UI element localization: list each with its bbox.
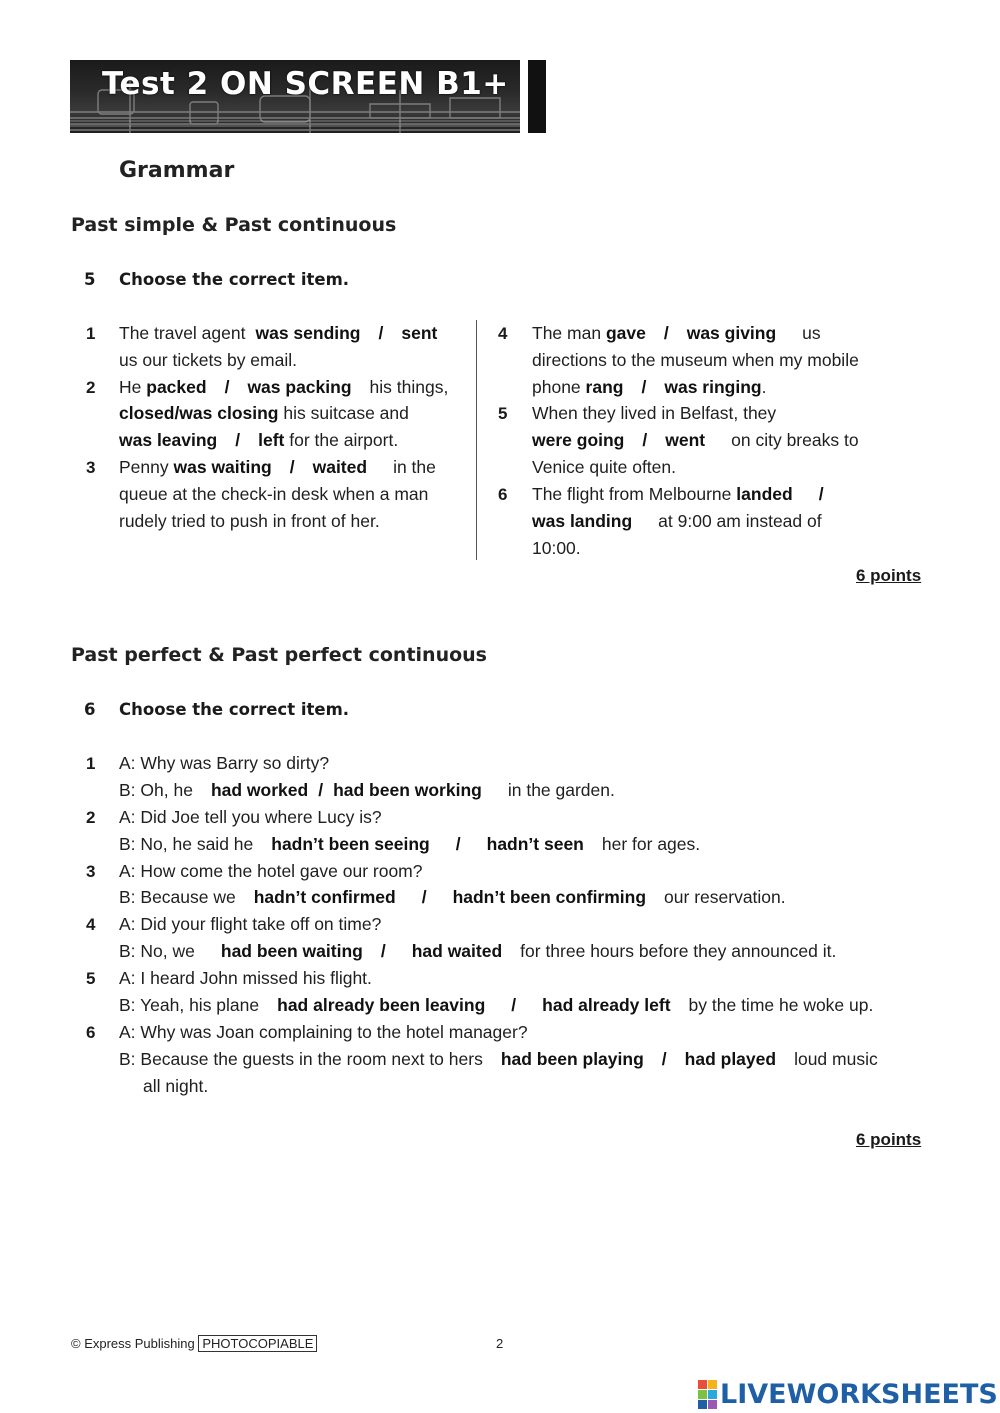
s1-item5-line3: Venice quite often.	[532, 457, 676, 477]
s2-item2-option-b[interactable]: hadn’t seen	[486, 834, 584, 854]
s2-item1-option-b[interactable]: had been working	[333, 780, 482, 800]
s1-item4-option-d[interactable]: was ringing	[664, 377, 762, 397]
s1-item3-number: 3	[86, 458, 96, 477]
section1-title: Past simple & Past continuous	[71, 214, 397, 236]
test-title: Test 2 ON SCREEN B1+	[102, 66, 509, 102]
s2-item6-answer: B: Because the guests in the room next to hers had been playing / had played loud music	[119, 1049, 878, 1069]
s1-item4-option-b[interactable]: was giving	[686, 323, 777, 343]
s1-item4-line1: The man gave / was giving us	[532, 323, 821, 343]
section1-points: 6 points	[856, 566, 922, 585]
s2-item5-option-b[interactable]: had already left	[542, 995, 671, 1015]
s2-item3-option-b[interactable]: hadn’t been confirming	[452, 887, 647, 907]
s2-item2-question: A: Did Joe tell you where Lucy is?	[119, 807, 382, 827]
s2-item1-question: A: Why was Barry so dirty?	[119, 753, 330, 773]
section2-title: Past perfect & Past perfect continuous	[71, 644, 487, 666]
column-divider	[476, 320, 477, 560]
s1-item2-line3: was leaving / left for the airport.	[119, 430, 399, 450]
s1-item2-option-c[interactable]: was leaving	[119, 430, 218, 450]
exercise6-number: 6	[84, 700, 96, 719]
s1-item6-option-b[interactable]: was landing	[532, 511, 633, 531]
s2-item4-option-b[interactable]: had waited	[411, 941, 503, 961]
s1-item6-line1: The flight from Melbourne landed /	[532, 484, 824, 504]
s2-item3-number: 3	[86, 862, 96, 881]
header-banner	[70, 60, 520, 133]
s1-item4-line2: directions to the museum when my mobile	[532, 350, 859, 370]
s2-item2-answer: B: No, he said he hadn’t been seeing / hadn’t seen her for ages.	[119, 834, 701, 854]
s2-item4-number: 4	[86, 915, 96, 934]
exercise5-title: Choose the correct item.	[119, 270, 350, 289]
section2-points: 6 points	[856, 1130, 922, 1149]
s1-item6-number: 6	[498, 485, 508, 504]
s1-item3-line2: queue at the check-in desk when a man	[119, 484, 429, 504]
s1-item5-option-b[interactable]: went	[665, 430, 706, 450]
s1-item6-line3: 10:00.	[532, 538, 581, 558]
s1-item5-number: 5	[498, 404, 508, 423]
s1-item1-option-b[interactable]: sent	[401, 323, 438, 343]
s2-item1-number: 1	[86, 754, 96, 773]
s1-item1-line1: The travel agent was sending / sent	[119, 323, 438, 343]
s1-item5-option-a[interactable]: were going	[532, 430, 625, 450]
liveworksheets-logo[interactable]	[698, 1378, 998, 1410]
footer-publisher: © Express Publishing PHOTOCOPIABLE	[71, 1336, 317, 1351]
s1-item1-number: 1	[86, 324, 96, 343]
s1-item5-line1: When they lived in Belfast, they	[532, 403, 777, 423]
s2-item3-option-a[interactable]: hadn’t confirmed	[253, 887, 396, 907]
s2-item2-option-a[interactable]: hadn’t been seeing	[271, 834, 430, 854]
s2-item3-question: A: How come the hotel gave our room?	[119, 861, 423, 881]
s1-item2-line1: He packed / was packing his things,	[119, 377, 449, 397]
s1-item4-number: 4	[498, 324, 508, 343]
logo-text: LIVEWORKSHEETS	[720, 1378, 998, 1410]
grammar-heading: Grammar	[119, 158, 235, 183]
s1-item2-option-a[interactable]: packed	[146, 377, 207, 397]
page-number: 2	[496, 1336, 504, 1351]
s1-item4-line3: phone rang / was ringing.	[532, 377, 767, 397]
s1-item3-option-a[interactable]: was waiting	[173, 457, 272, 477]
s1-item2-option-d[interactable]: left	[258, 430, 285, 450]
s2-item1-answer: B: Oh, he had worked / had been working in the garden.	[119, 780, 615, 800]
s1-item1-option-a[interactable]: was sending	[255, 323, 361, 343]
s2-item6-option-a[interactable]: had been playing	[500, 1049, 644, 1069]
exercise5-number: 5	[84, 270, 96, 289]
s2-item6-answer-cont: all night.	[143, 1076, 209, 1096]
s2-item1-option-a[interactable]: had worked	[210, 780, 309, 800]
s2-item2-number: 2	[86, 808, 96, 827]
s2-item6-option-b[interactable]: had played	[684, 1049, 777, 1069]
s2-item6-question: A: Why was Joan complaining to the hotel manager?	[119, 1022, 528, 1042]
s2-item4-answer: B: No, we had been waiting / had waited for three hours before they announced it.	[119, 941, 837, 961]
photocopiable-badge: PHOTOCOPIABLE	[198, 1335, 317, 1352]
live-blocks-icon	[698, 1380, 717, 1409]
s1-item3-option-b[interactable]: waited	[312, 457, 368, 477]
s1-item3-line1: Penny was waiting / waited in the	[119, 457, 436, 477]
s1-item4-option-c[interactable]: rang	[585, 377, 624, 397]
s2-item6-number: 6	[86, 1023, 96, 1042]
s2-item5-option-a[interactable]: had already been leaving	[277, 995, 486, 1015]
s1-item6-option-a[interactable]: landed	[736, 484, 793, 504]
s2-item5-number: 5	[86, 969, 96, 988]
s2-item5-question: A: I heard John missed his flight.	[119, 968, 372, 988]
s1-item3-line3: rudely tried to push in front of her.	[119, 511, 380, 531]
s2-item5-answer: B: Yeah, his plane had already been leaving / had already left by the time he woke up.	[119, 995, 874, 1015]
s1-item5-line2: were going / went on city breaks to	[532, 430, 859, 450]
s1-item2-option-b[interactable]: was packing	[247, 377, 352, 397]
s1-item2-number: 2	[86, 378, 96, 397]
s2-item4-question: A: Did your flight take off on time?	[119, 914, 382, 934]
s1-item1-line2: us our tickets by email.	[119, 350, 297, 370]
exercise6-title: Choose the correct item.	[119, 700, 350, 719]
s1-item4-option-a[interactable]: gave	[605, 323, 646, 343]
s2-item4-option-a[interactable]: had been waiting	[220, 941, 363, 961]
s2-item3-answer: B: Because we hadn’t confirmed / hadn’t been confirming our reservation.	[119, 887, 786, 907]
s1-item2-line2: closed/was closing his suitcase and	[119, 403, 409, 423]
banner-side-bar	[528, 60, 546, 133]
s1-item6-line2: was landing at 9:00 am instead of	[532, 511, 822, 531]
